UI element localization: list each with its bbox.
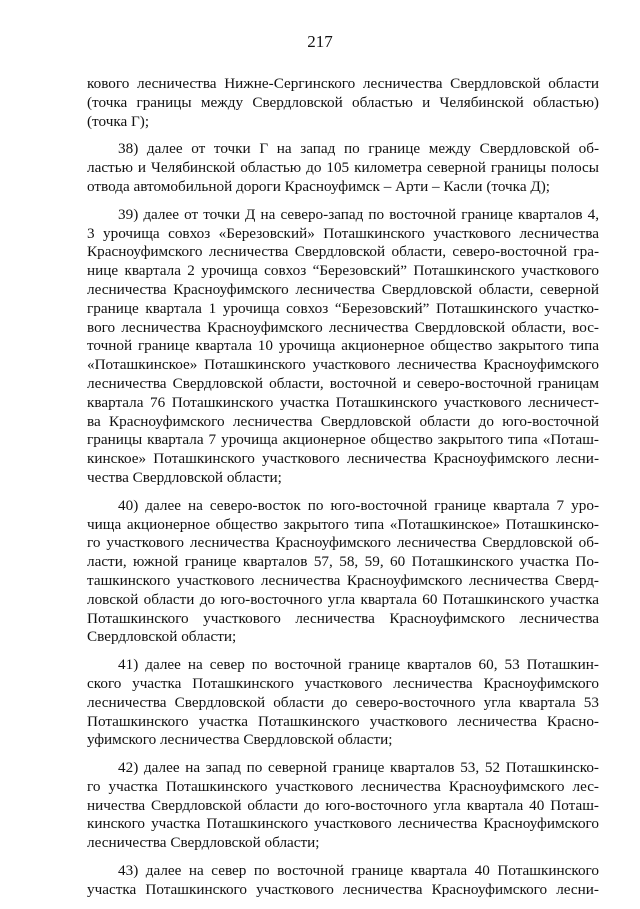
text-line: чества Свердловской области; <box>87 468 282 486</box>
text-line: лесничества Свердловской области; <box>87 834 320 852</box>
text-line: ласти, южной границе кварталов 57, 58, 59, 60 Поташкинского участка По- <box>87 553 599 571</box>
paragraph-item-38 <box>87 140 599 196</box>
text-line: 41) далее на север по восточной границе кварталов 60, 53 Поташкин- <box>118 656 599 674</box>
page-number: 217 <box>307 32 333 51</box>
paragraph-item-40 <box>87 497 599 647</box>
paragraph-continuation <box>87 75 599 131</box>
paragraph-item-39 <box>87 206 599 488</box>
text-line: границы квартала 7 урочища акционерное общество закрытого типа «Поташ- <box>87 431 599 449</box>
paragraph-item-43 <box>87 862 599 900</box>
text-line: Красноуфимского лесничества Свердловской области, северо-восточной гра- <box>87 243 599 261</box>
text-line: лесничества Свердловской области, восточной и северо-восточной границам <box>87 374 599 392</box>
text-line: (точка границы между Свердловской областью и Челябинской областью) <box>87 93 599 111</box>
text-line: го участка Поташкинского участкового лесничества Красноуфимского лес- <box>87 777 599 795</box>
text-line: Поташкинского участка Поташкинского участкового лесничества Красно- <box>87 712 599 730</box>
text-line: чища акционерное общество закрытого типа «Поташкинское» Поташкинско- <box>87 515 599 533</box>
text-line: лесничества Красноуфимского лесничества Свердловской области, северной <box>87 280 599 298</box>
text-line: ташкинского участкового лесничества Красноуфимского лесничества Сверд- <box>87 571 599 589</box>
text-line: «Поташкинское» Поташкинского участкового лесничества Красноуфимского <box>87 356 599 374</box>
text-line: точной границе квартала 10 урочища акционерное общество закрытого типа <box>87 337 599 355</box>
text-line: квартала 76 Поташкинского участка Поташкинского участкового лесничест- <box>87 393 599 411</box>
text-line: вого лесничества Красноуфимского лесничества Свердловской области, вос- <box>87 318 599 336</box>
text-line: кового лесничества Нижне-Сергинского лесничества Свердловской области <box>87 75 599 92</box>
text-line: участка Поташкинского участкового лесничества Красноуфимского лесни- <box>87 880 599 898</box>
text-line: отвода автомобильной дороги Красноуфимск – Арти – Касли (точка Д); <box>87 177 551 195</box>
text-line: го участкового лесничества Красноуфимского лесничества Свердловской об- <box>87 534 599 552</box>
text-line: 43) далее на север по восточной границе квартала 40 Поташкинского <box>118 862 599 880</box>
text-line: 39) далее от точки Д на северо-запад по восточной границе кварталов 4, <box>118 205 599 223</box>
paragraph-item-41 <box>87 656 599 750</box>
text-line: границе квартала 1 урочища совхоз “Березовский” Поташкинского участко- <box>87 299 599 317</box>
text-line: ловской области до юго-восточного угла квартала 60 Поташкинского участка <box>87 590 599 608</box>
text-line: 38) далее от точки Г на запад по границе между Свердловской об- <box>118 140 599 158</box>
text-line: кинское» Поташкинского участкового лесничества Красноуфимского лесни- <box>87 450 599 468</box>
paragraph-item-42 <box>87 759 599 853</box>
text-line: ластью и Челябинской областью до 105 километра северной границы полосы <box>87 159 599 177</box>
text-line: ничества Свердловской области до юго-восточного угла квартала 40 Поташ- <box>87 796 599 814</box>
text-line: Свердловской области; <box>87 628 237 646</box>
document-body <box>87 75 599 909</box>
text-line: лесничества Свердловской области до северо-восточного угла квартала 53 <box>87 693 599 711</box>
text-line: Поташкинского участкового лесничества Красноуфимского лесничества <box>87 609 599 627</box>
text-line: ва Красноуфимского лесничества Свердловской области до юго-восточной <box>87 412 599 430</box>
text-line: 3 урочища совхоз «Березовский» Поташкинского участкового лесничества <box>87 224 599 242</box>
text-line: уфимского лесничества Свердловской области; <box>87 731 393 749</box>
text-line: нице квартала 2 урочища совхоз “Березовский” Поташкинского участкового <box>87 262 599 280</box>
text-line: 42) далее на запад по северной границе кварталов 53, 52 Поташкинско- <box>118 759 599 777</box>
text-line: 40) далее на северо-восток по юго-восточной границе квартала 7 уро- <box>118 496 599 514</box>
text-line: кинского участка Поташкинского участкового лесничества Красноуфимского <box>87 815 599 833</box>
text-line: (точка Г); <box>87 112 150 130</box>
text-line: ского участка Поташкинского участкового лесничества Красноуфимского <box>87 674 599 692</box>
